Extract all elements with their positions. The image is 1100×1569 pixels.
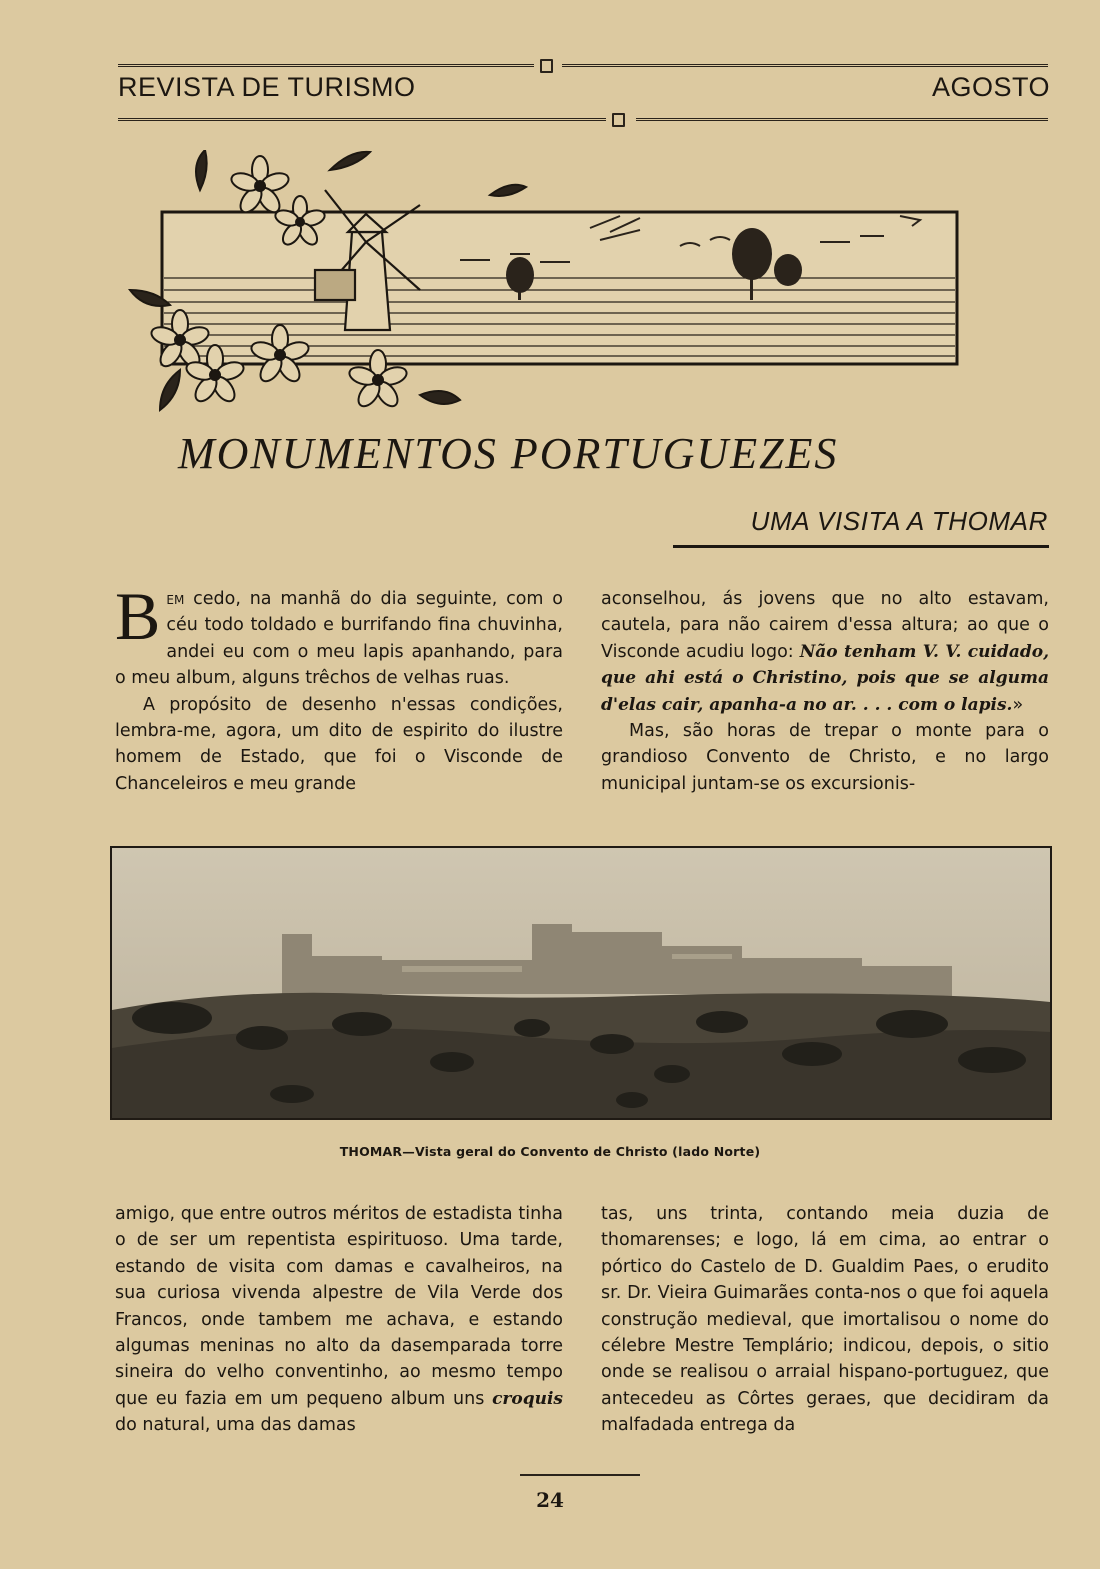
windmill-vignette-icon — [120, 150, 970, 430]
column-right-bottom — [601, 1201, 1049, 1439]
header-top-rule-left — [118, 64, 534, 67]
column-left-bottom — [115, 1201, 563, 1439]
column-left-top — [115, 578, 563, 797]
header-bottom-rule-left — [118, 118, 606, 121]
paragraph-text: aconselhou, ás jovens que no alto estavam, cautela, para não cairem d'essa altura; ao que o Visconde acudiu logo: — [601, 589, 1049, 662]
paragraph-text: cedo, na manhã do dia seguinte, com o céu todo toldado e burrifando fina chuvinha, andei eu com o meu lapis apanhando, para o meu album, alguns trêchos de velhas ruas. — [115, 589, 563, 689]
magazine-title: REVISTA DE TURISMO — [118, 72, 416, 102]
page-number: 24 — [536, 1488, 564, 1512]
paragraph-lead: em — [166, 589, 185, 609]
italic-word: croquis — [492, 1388, 563, 1409]
quote-close: » — [1012, 694, 1024, 715]
column-right-top — [601, 586, 1049, 797]
paragraph — [601, 586, 1049, 718]
convent-photograph — [110, 846, 1052, 1120]
header-top-rule-right — [562, 64, 1048, 67]
paragraph: Mas, são horas de trepar o monte para o grandioso Convento de Christo, e no largo municipal juntam-se os excursionis- — [601, 721, 1049, 794]
paragraph: A propósito de desenho n'essas condições, lembra-me, agora, um dito de espirito do ilustre homem de Estado, que foi o Visconde de Chanceleiros e meu grande — [115, 694, 563, 794]
issue-month: AGOSTO — [931, 72, 1050, 102]
paragraph-text: amigo, que entre outros méritos de estadista tinha o de ser um repentista espirituoso. Uma tarde, estando de visita com damas e cavalheiros, na sua curiosa vivenda alpestre de Vila Verde dos Francos, onde tambem me achava, e estando algumas meninas no alto da dasemparada torre sineira do velho conventinho, ao mesmo tempo que eu fazia em um pequeno album uns — [115, 1204, 563, 1409]
header-square-ornament-bottom — [612, 113, 625, 127]
paragraph — [115, 578, 563, 692]
quote-text: Não tenham V. V. cuidado, que ahi está o Christino, pois que se alguma d'elas cair, apanha-a no ar. . . . com o lapis. — [601, 641, 1050, 715]
article-subtitle: UMA VISITA A THOMAR — [750, 506, 1048, 536]
paragraph — [115, 1201, 563, 1439]
article-title: MONUMENTOS PORTUGUEZES — [178, 429, 839, 478]
footer-rule — [520, 1474, 640, 1476]
header-bottom-rule-right — [636, 118, 1048, 121]
landscape-photo-icon — [112, 848, 1050, 1118]
header-square-ornament-top — [540, 59, 553, 73]
paragraph: tas, uns trinta, contando meia duzia de thomarenses; e logo, lá em cima, ao entrar o pórtico do Castelo de D. Gualdim Paes, o erudito sr. Dr. Vieira Guimarães conta-nos o que foi aquela construção medieval, que imortalisou o nome do célebre Mestre Templário; indicou, depois, o sitio onde se realisou o arraial hispano-portuguez, que antecedeu as Côrtes geraes, que decidiram da malfadada entrega da — [601, 1204, 1049, 1436]
subtitle-underline — [673, 545, 1049, 548]
drop-cap: B — [115, 578, 161, 654]
photo-caption: THOMAR—Vista geral do Convento de Christo (lado Norte) — [339, 1144, 761, 1159]
paragraph-text: do natural, uma das damas — [115, 1415, 356, 1436]
